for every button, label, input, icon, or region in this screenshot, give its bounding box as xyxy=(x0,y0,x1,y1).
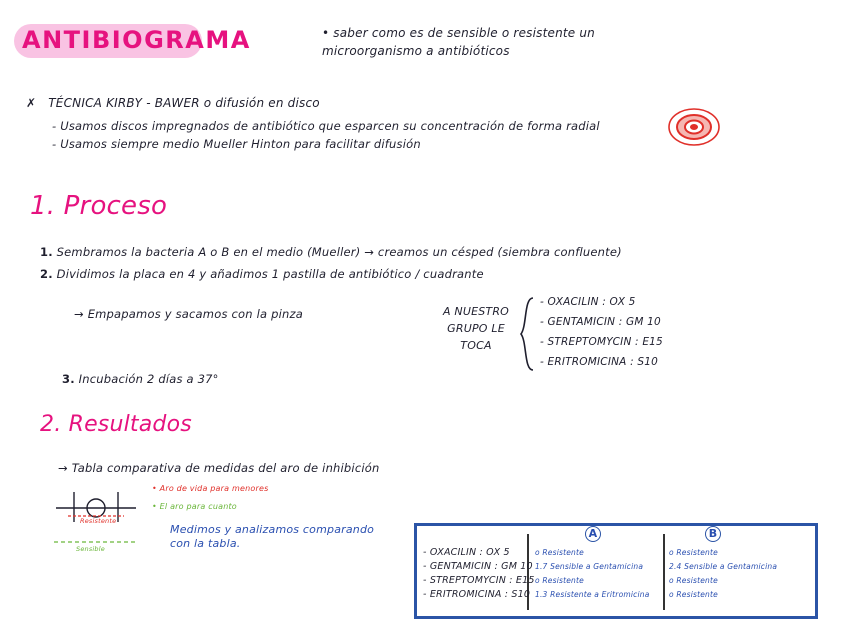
table-cell: o Resistente xyxy=(669,576,718,585)
table-cell: o Resistente xyxy=(535,576,584,585)
tecnica-mark: ✗ xyxy=(26,96,37,110)
tabla-line: → Tabla comparativa de medidas del aro de inhibición xyxy=(58,461,380,475)
proceso-step-1: 1. Sembramos la bacteria A o B en el medio (Mueller) → creamos un césped (siembra confluente) xyxy=(40,245,622,259)
intro-text: saber como es de sensible o resistente un microorganismo a antibióticos xyxy=(322,26,595,58)
diagram-resist-label: Resistente xyxy=(80,517,117,525)
resultados-heading: 2. Resultados xyxy=(40,412,192,437)
tecnica-line-2: - Usamos siempre medio Mueller Hinton para facilitar difusión xyxy=(52,137,421,151)
proceso-step-3: 3. Incubación 2 días a 37° xyxy=(62,372,219,386)
table-divider xyxy=(663,534,665,610)
table-cell: o Resistente xyxy=(669,548,718,557)
inhibition-diagram xyxy=(52,480,142,550)
antibiotic-item: - GENTAMICIN : GM 10 xyxy=(540,316,661,328)
proceso-heading: 1. Proceso xyxy=(30,191,168,221)
column-b-header: B xyxy=(705,526,721,542)
antibiotic-item: - OXACILIN : OX 5 xyxy=(540,296,636,308)
table-cell: o Resistente xyxy=(669,590,718,599)
antibiotic-item: - ERITROMICINA : S10 xyxy=(540,356,658,368)
antibiotic-list xyxy=(540,292,663,372)
tecnica-title: TÉCNICA KIRBY - BAWER o difusión en disco xyxy=(48,96,320,110)
legend-red: • Aro de vida para menores xyxy=(152,484,269,493)
table-cell: 2.4 Sensible a Gentamicina xyxy=(669,562,778,571)
disc-diffusion-icon xyxy=(666,106,722,148)
table-cell: 1.7 Sensible a Gentamicina xyxy=(535,562,644,571)
brace-icon xyxy=(518,296,536,372)
page-title: ANTIBIOGRAMA xyxy=(22,26,251,54)
results-table xyxy=(414,523,818,619)
table-row: - ERITROMICINA : S10 xyxy=(423,589,531,600)
tecnica-line-1: - Usamos discos impregnados de antibiótico que esparcen su concentración de forma radial xyxy=(52,119,600,133)
table-column-a xyxy=(535,546,650,602)
table-column-b xyxy=(669,546,777,602)
table-antibiotic-column xyxy=(423,546,535,602)
table-cell: 1.3 Resistente a Eritromicina xyxy=(535,590,650,599)
antibiotic-item: - STREPTOMYCIN : E15 xyxy=(540,336,663,348)
diagram-sens-label: Sensible xyxy=(76,545,105,553)
table-row: - STREPTOMYCIN : E15 xyxy=(423,575,535,586)
table-row: - OXACILIN : OX 5 xyxy=(423,547,510,558)
table-cell: o Resistente xyxy=(535,548,584,557)
intro-note xyxy=(322,24,682,60)
legend-green: • El aro para cuanto xyxy=(152,502,237,511)
grupo-label: A NUESTRO GRUPO LE TOCA xyxy=(442,305,510,352)
intro-bullet: • xyxy=(322,26,330,40)
pinza-step: → Empapamos y sacamos con la pinza xyxy=(74,307,303,321)
tecnica-title-row xyxy=(26,96,320,110)
column-a-header: A xyxy=(585,526,601,542)
proceso-step-2: 2. Dividimos la placa en 4 y añadimos 1 pastilla de antibiótico / cuadrante xyxy=(40,267,484,281)
table-row: - GENTAMICIN : GM 10 xyxy=(423,561,533,572)
medimos-note: Medimos y analizamos comparando con la tabla. xyxy=(170,523,375,550)
